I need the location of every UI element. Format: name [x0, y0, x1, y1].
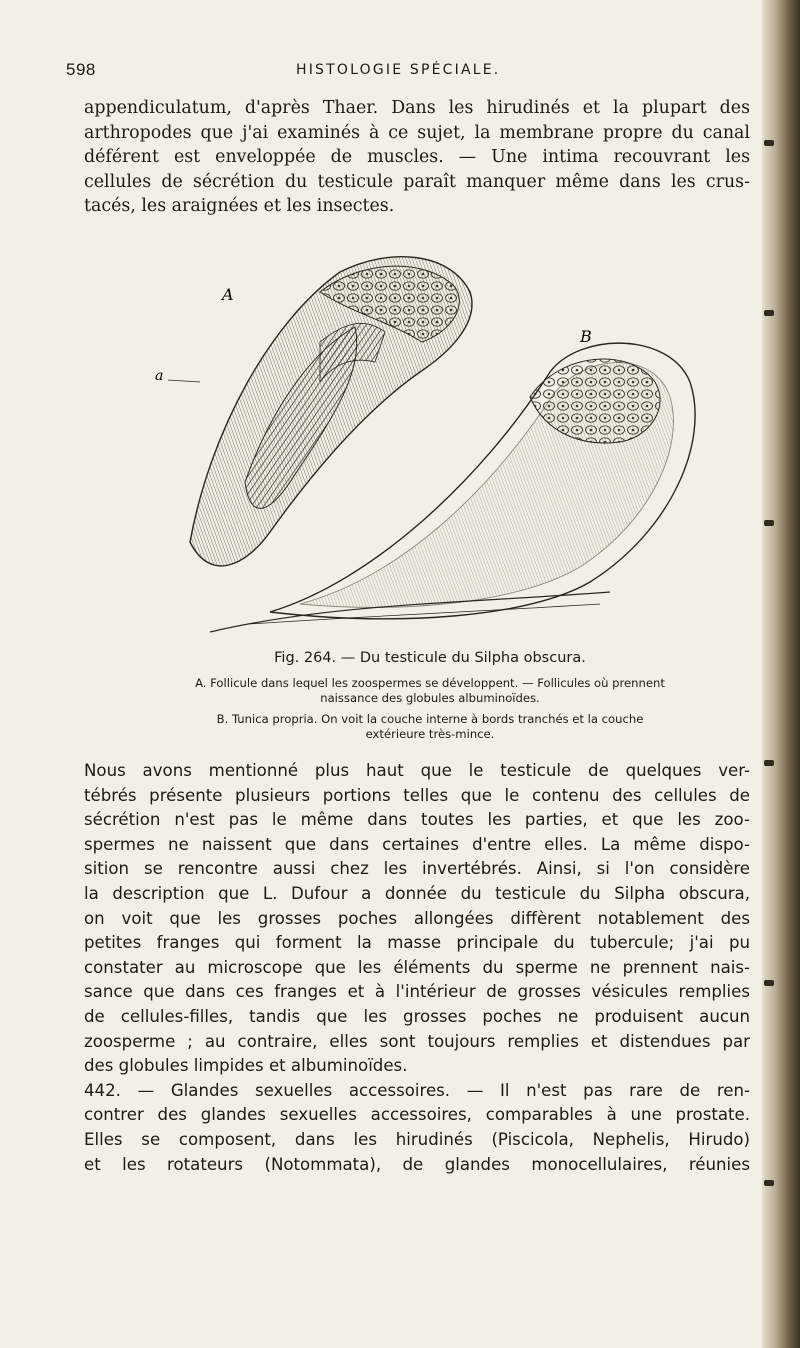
book-spine-edge — [762, 0, 800, 1348]
intro-line: tacés, les araignées et les insectes. — [84, 196, 395, 217]
body-line: la description que L. Dufour a donnée du testicule du Silpha obscura, — [84, 883, 750, 903]
body-line: des globules limpides et albuminoïdes. — [84, 1056, 408, 1076]
body-line: contrer des glandes sexuelles accessoires, comparables à une prostate. — [84, 1105, 750, 1125]
intro-line: appendiculatum, d'après Thaer. Dans les hirudinés et la plupart des — [84, 98, 750, 118]
figure-caption-a — [120, 676, 740, 706]
running-title: HISTOLOGIE SPÉCIALE. — [296, 62, 501, 78]
body-line: sance que dans ces franges et à l'intérieur de grosses vésicules remplies — [84, 982, 750, 1002]
caption-a-line: A. Follicule dans lequel les zoospermes se développent. — Follicules où prennent — [195, 676, 665, 690]
body-line: sition se rencontre aussi chez les invertébrés. Ainsi, si l'on considère — [84, 859, 750, 879]
caption-b-line: B. Tunica propria. On voit la couche interne à bords tranchés et la couche — [216, 712, 644, 726]
figure-label-a-upper: A — [222, 285, 234, 304]
body-line: Nous avons mentionné plus haut que le testicule de quelques ver- — [84, 761, 750, 780]
body-line: on voit que les grosses poches allongées diffèrent notablement des — [84, 908, 750, 928]
body-line: constater au microscope que les éléments du sperme ne prennent nais- — [84, 957, 750, 977]
intro-line: déférent est enveloppée de muscles. — Une intima recouvrant les — [84, 147, 750, 168]
body-line: Elles se composent, dans les hirudinés (Piscicola, Nephelis, Hirudo) — [84, 1129, 750, 1149]
figure-caption-b — [120, 712, 740, 742]
page-number: 598 — [66, 60, 96, 79]
body-line: spermes ne naissent que dans certaines d'entre elles. La même dispo- — [84, 834, 750, 854]
body-line: de cellules-filles, tandis que les grosses poches ne produisent aucun — [84, 1006, 750, 1026]
body-paragraphs — [84, 758, 750, 1176]
intro-paragraph — [84, 96, 750, 219]
body-line: sécrétion n'est pas le même dans toutes les parties, et que les zoo- — [84, 810, 750, 830]
body-line: petites franges qui forment la masse principale du tubercule; j'ai pu — [84, 933, 750, 953]
figure-label-b: B — [580, 327, 592, 346]
engraving-illustration — [150, 232, 750, 652]
intro-line: arthropodes que j'ai examinés à ce sujet, la membrane propre du canal — [84, 122, 750, 143]
caption-a-line: naissance des globules albuminoïdes. — [320, 691, 540, 705]
section-442-heading-line: 442. — Glandes sexuelles accessoires. — Il n'est pas rare de ren- — [84, 1080, 750, 1100]
caption-b-line: extérieure très-mince. — [365, 727, 495, 741]
intro-line: cellules de sécrétion du testicule paraît manquer même dans les crus- — [84, 171, 750, 192]
figure-testicle-illustration — [150, 232, 750, 652]
page-header — [66, 60, 756, 86]
figure-label-a-lower: a — [155, 368, 164, 384]
body-line: et les rotateurs (Notommata), de glandes monocellulaires, réunies — [84, 1154, 750, 1174]
body-line: zoosperme ; au contraire, elles sont toujours remplies et distendues par — [84, 1031, 750, 1051]
figure-caption-title: Fig. 264. — Du testicule du Silpha obscura. — [274, 650, 586, 666]
body-line: tébrés présente plusieurs portions telles que le contenu des cellules de — [84, 785, 750, 805]
